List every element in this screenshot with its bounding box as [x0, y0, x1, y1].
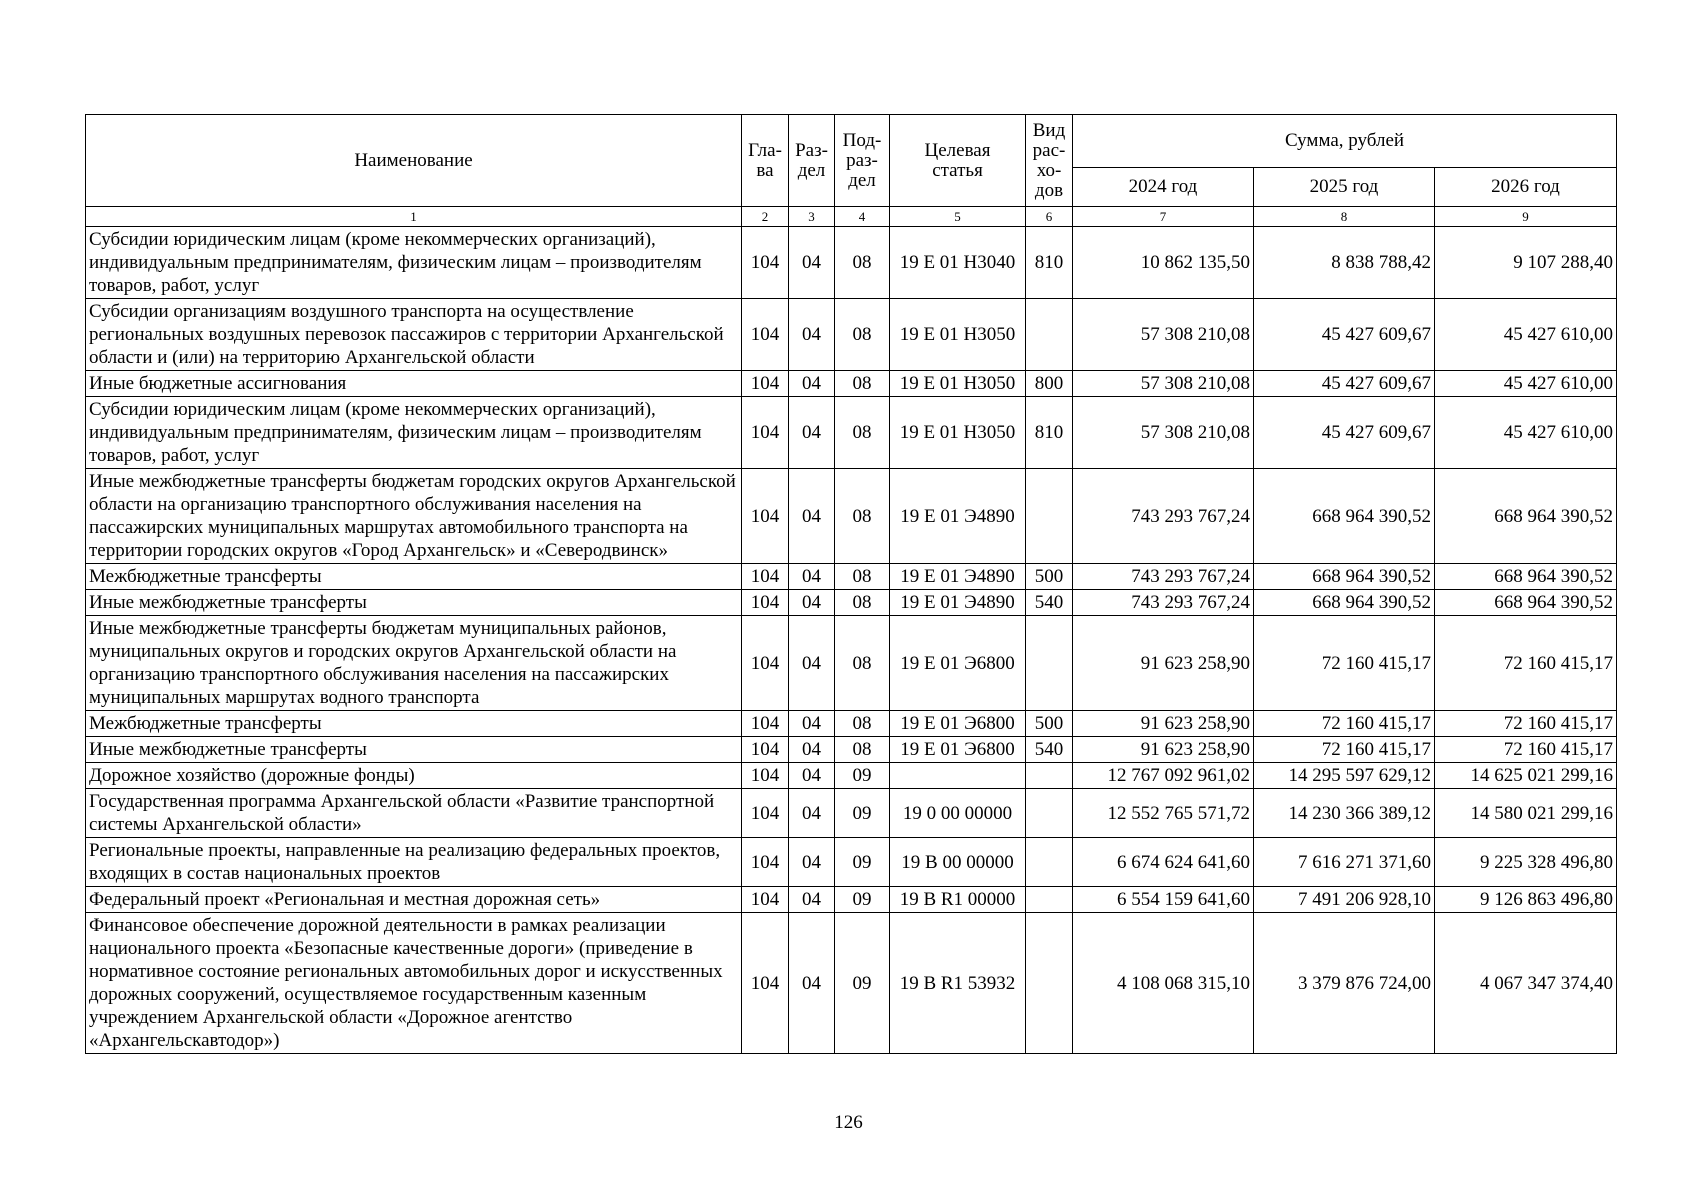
row-razdel: 04: [789, 564, 835, 590]
row-name: Региональные проекты, направленные на реализацию федеральных проектов, входящих в состав национальных проектов: [86, 838, 742, 887]
table-row: [86, 397, 1617, 469]
header-2026: 2026 год: [1435, 168, 1617, 207]
row-vid: 500: [1026, 711, 1073, 737]
row-amount-2024: 91 623 258,90: [1073, 616, 1254, 711]
row-glava: 104: [742, 913, 789, 1054]
table-row: [86, 711, 1617, 737]
row-razdel: 04: [789, 371, 835, 397]
row-amount-2025: 45 427 609,67: [1254, 397, 1435, 469]
column-number: 7: [1073, 207, 1254, 227]
row-celevaya: [890, 763, 1026, 789]
row-name: Иные межбюджетные трансферты бюджетам городских округов Архангельской области на организацию транспортного обслуживания населения на пассажирских муниципальных маршрутах автомобильного транспорта на территории городских округов «Город Архангельск» и «Северодвинск»: [86, 469, 742, 564]
row-amount-2026: 668 964 390,52: [1435, 469, 1617, 564]
row-celevaya: 19 В R1 53932: [890, 913, 1026, 1054]
row-glava: 104: [742, 887, 789, 913]
row-amount-2026: 72 160 415,17: [1435, 711, 1617, 737]
row-razdel: 04: [789, 838, 835, 887]
row-amount-2025: 668 964 390,52: [1254, 590, 1435, 616]
row-podrazdel: 09: [835, 913, 890, 1054]
row-glava: 104: [742, 590, 789, 616]
row-celevaya: 19 В R1 00000: [890, 887, 1026, 913]
row-amount-2025: 45 427 609,67: [1254, 371, 1435, 397]
row-amount-2024: 6 554 159 641,60: [1073, 887, 1254, 913]
column-number: 2: [742, 207, 789, 227]
row-name: Финансовое обеспечение дорожной деятельности в рамках реализации национального проекта «Безопасные качественные дороги» (приведение в нормативное состояние региональных автомобильных дорог и искусственных дорожных сооружений, осуществляемое государственным казенным учреждением Архангельской области «Дорожное агентство «Архангельскавтодор»): [86, 913, 742, 1054]
row-amount-2025: 8 838 788,42: [1254, 227, 1435, 299]
row-razdel: 04: [789, 887, 835, 913]
row-name: Государственная программа Архангельской области «Развитие транспортной системы Архангельской области»: [86, 789, 742, 838]
row-name: Дорожное хозяйство (дорожные фонды): [86, 763, 742, 789]
row-name: Межбюджетные трансферты: [86, 564, 742, 590]
row-vid: 500: [1026, 564, 1073, 590]
row-name: Субсидии юридическим лицам (кроме некоммерческих организаций), индивидуальным предпринимателям, физическим лицам – производителям товаров, работ, услуг: [86, 397, 742, 469]
row-amount-2026: 668 964 390,52: [1435, 564, 1617, 590]
row-amount-2025: 668 964 390,52: [1254, 564, 1435, 590]
column-number-row: [86, 207, 1617, 227]
row-amount-2026: 9 107 288,40: [1435, 227, 1617, 299]
row-celevaya: 19 Е 01 Н3050: [890, 397, 1026, 469]
row-vid: [1026, 469, 1073, 564]
row-amount-2025: 7 616 271 371,60: [1254, 838, 1435, 887]
row-podrazdel: 08: [835, 564, 890, 590]
row-amount-2024: 57 308 210,08: [1073, 299, 1254, 371]
row-podrazdel: 09: [835, 838, 890, 887]
table-row: [86, 227, 1617, 299]
row-celevaya: 19 Е 01 Э6800: [890, 737, 1026, 763]
row-name: Межбюджетные трансферты: [86, 711, 742, 737]
row-glava: 104: [742, 564, 789, 590]
row-amount-2024: 57 308 210,08: [1073, 397, 1254, 469]
column-number: 4: [835, 207, 890, 227]
row-name: Субсидии юридическим лицам (кроме некоммерческих организаций), индивидуальным предпринимателям, физическим лицам – производителям товаров, работ, услуг: [86, 227, 742, 299]
row-amount-2026: 45 427 610,00: [1435, 397, 1617, 469]
row-amount-2026: 72 160 415,17: [1435, 616, 1617, 711]
row-razdel: 04: [789, 590, 835, 616]
row-celevaya: 19 Е 01 Н3050: [890, 371, 1026, 397]
row-razdel: 04: [789, 737, 835, 763]
row-vid: [1026, 763, 1073, 789]
row-name: Субсидии организациям воздушного транспорта на осуществление региональных воздушных перевозок пассажиров с территории Архангельской области и (или) на территорию Архангельской области: [86, 299, 742, 371]
column-number: 3: [789, 207, 835, 227]
table-row: [86, 371, 1617, 397]
row-podrazdel: 08: [835, 711, 890, 737]
table-row: [86, 564, 1617, 590]
row-razdel: 04: [789, 789, 835, 838]
row-razdel: 04: [789, 469, 835, 564]
row-celevaya: 19 Е 01 Э4890: [890, 590, 1026, 616]
table-row: [86, 737, 1617, 763]
row-podrazdel: 08: [835, 371, 890, 397]
row-name: Федеральный проект «Региональная и местная дорожная сеть»: [86, 887, 742, 913]
row-amount-2026: 668 964 390,52: [1435, 590, 1617, 616]
row-glava: 104: [742, 227, 789, 299]
column-number: 9: [1435, 207, 1617, 227]
row-name: Иные бюджетные ассигнования: [86, 371, 742, 397]
row-amount-2024: 4 108 068 315,10: [1073, 913, 1254, 1054]
row-vid: 810: [1026, 227, 1073, 299]
row-amount-2025: 7 491 206 928,10: [1254, 887, 1435, 913]
table-row: [86, 887, 1617, 913]
header-razdel: Раз- дел: [789, 115, 835, 207]
row-celevaya: 19 Е 01 Э6800: [890, 616, 1026, 711]
row-amount-2026: 9 126 863 496,80: [1435, 887, 1617, 913]
row-amount-2026: 14 580 021 299,16: [1435, 789, 1617, 838]
row-razdel: 04: [789, 913, 835, 1054]
column-number: 5: [890, 207, 1026, 227]
header-2024: 2024 год: [1073, 168, 1254, 207]
row-amount-2024: 10 862 135,50: [1073, 227, 1254, 299]
row-name: Иные межбюджетные трансферты: [86, 737, 742, 763]
row-amount-2024: 57 308 210,08: [1073, 371, 1254, 397]
table-row: [86, 789, 1617, 838]
table-row: [86, 469, 1617, 564]
row-celevaya: 19 Е 01 Н3050: [890, 299, 1026, 371]
row-amount-2025: 668 964 390,52: [1254, 469, 1435, 564]
row-amount-2024: 12 552 765 571,72: [1073, 789, 1254, 838]
row-amount-2025: 72 160 415,17: [1254, 711, 1435, 737]
row-amount-2024: 743 293 767,24: [1073, 590, 1254, 616]
row-amount-2025: 45 427 609,67: [1254, 299, 1435, 371]
row-podrazdel: 09: [835, 763, 890, 789]
row-razdel: 04: [789, 763, 835, 789]
column-number: 6: [1026, 207, 1073, 227]
row-amount-2024: 91 623 258,90: [1073, 711, 1254, 737]
row-vid: [1026, 789, 1073, 838]
row-amount-2026: 72 160 415,17: [1435, 737, 1617, 763]
row-amount-2024: 12 767 092 961,02: [1073, 763, 1254, 789]
row-podrazdel: 08: [835, 397, 890, 469]
row-vid: 800: [1026, 371, 1073, 397]
page-number: 126: [834, 1112, 863, 1133]
row-amount-2024: 743 293 767,24: [1073, 469, 1254, 564]
row-podrazdel: 08: [835, 299, 890, 371]
header-glava: Гла- ва: [742, 115, 789, 207]
row-razdel: 04: [789, 616, 835, 711]
table-row: [86, 763, 1617, 789]
row-razdel: 04: [789, 397, 835, 469]
row-razdel: 04: [789, 299, 835, 371]
row-glava: 104: [742, 371, 789, 397]
row-amount-2026: 45 427 610,00: [1435, 299, 1617, 371]
row-amount-2026: 9 225 328 496,80: [1435, 838, 1617, 887]
row-vid: [1026, 887, 1073, 913]
table-row: [86, 913, 1617, 1054]
row-podrazdel: 08: [835, 590, 890, 616]
row-glava: 104: [742, 711, 789, 737]
row-vid: [1026, 838, 1073, 887]
row-glava: 104: [742, 737, 789, 763]
row-razdel: 04: [789, 227, 835, 299]
row-podrazdel: 09: [835, 789, 890, 838]
row-podrazdel: 08: [835, 227, 890, 299]
row-vid: [1026, 299, 1073, 371]
table-row: [86, 299, 1617, 371]
row-name: Иные межбюджетные трансферты бюджетам муниципальных районов, муниципальных округов и городских округов Архангельской области на организацию транспортного обслуживания населения на пассажирских муниципальных маршрутах водного транспорта: [86, 616, 742, 711]
row-celevaya: 19 Е 01 Э6800: [890, 711, 1026, 737]
row-vid: [1026, 616, 1073, 711]
row-amount-2025: 14 295 597 629,12: [1254, 763, 1435, 789]
row-vid: 540: [1026, 590, 1073, 616]
header-summa: Сумма, рублей: [1073, 115, 1617, 168]
row-amount-2026: 14 625 021 299,16: [1435, 763, 1617, 789]
row-glava: 104: [742, 299, 789, 371]
header-vid: Вид рас- хо- дов: [1026, 115, 1073, 207]
row-glava: 104: [742, 469, 789, 564]
row-glava: 104: [742, 616, 789, 711]
row-glava: 104: [742, 789, 789, 838]
row-amount-2026: 4 067 347 374,40: [1435, 913, 1617, 1054]
row-podrazdel: 08: [835, 469, 890, 564]
row-celevaya: 19 В 00 00000: [890, 838, 1026, 887]
row-celevaya: 19 Е 01 Н3040: [890, 227, 1026, 299]
row-glava: 104: [742, 838, 789, 887]
row-celevaya: 19 0 00 00000: [890, 789, 1026, 838]
row-vid: 810: [1026, 397, 1073, 469]
row-vid: [1026, 913, 1073, 1054]
row-amount-2026: 45 427 610,00: [1435, 371, 1617, 397]
row-amount-2025: 72 160 415,17: [1254, 616, 1435, 711]
row-razdel: 04: [789, 711, 835, 737]
row-podrazdel: 08: [835, 737, 890, 763]
header-name: Наименование: [86, 115, 742, 207]
header-podrazdel: Под- раз- дел: [835, 115, 890, 207]
row-amount-2024: 743 293 767,24: [1073, 564, 1254, 590]
row-celevaya: 19 Е 01 Э4890: [890, 564, 1026, 590]
table-row: [86, 616, 1617, 711]
row-glava: 104: [742, 397, 789, 469]
column-number: 8: [1254, 207, 1435, 227]
column-number: 1: [86, 207, 742, 227]
row-glava: 104: [742, 763, 789, 789]
row-podrazdel: 09: [835, 887, 890, 913]
budget-table: [85, 114, 1617, 1054]
row-amount-2024: 91 623 258,90: [1073, 737, 1254, 763]
row-amount-2024: 6 674 624 641,60: [1073, 838, 1254, 887]
row-vid: 540: [1026, 737, 1073, 763]
row-amount-2025: 3 379 876 724,00: [1254, 913, 1435, 1054]
row-amount-2025: 14 230 366 389,12: [1254, 789, 1435, 838]
row-amount-2025: 72 160 415,17: [1254, 737, 1435, 763]
row-celevaya: 19 Е 01 Э4890: [890, 469, 1026, 564]
table-row: [86, 590, 1617, 616]
header-celevaya: Целевая статья: [890, 115, 1026, 207]
table-row: [86, 838, 1617, 887]
row-podrazdel: 08: [835, 616, 890, 711]
header-2025: 2025 год: [1254, 168, 1435, 207]
row-name: Иные межбюджетные трансферты: [86, 590, 742, 616]
